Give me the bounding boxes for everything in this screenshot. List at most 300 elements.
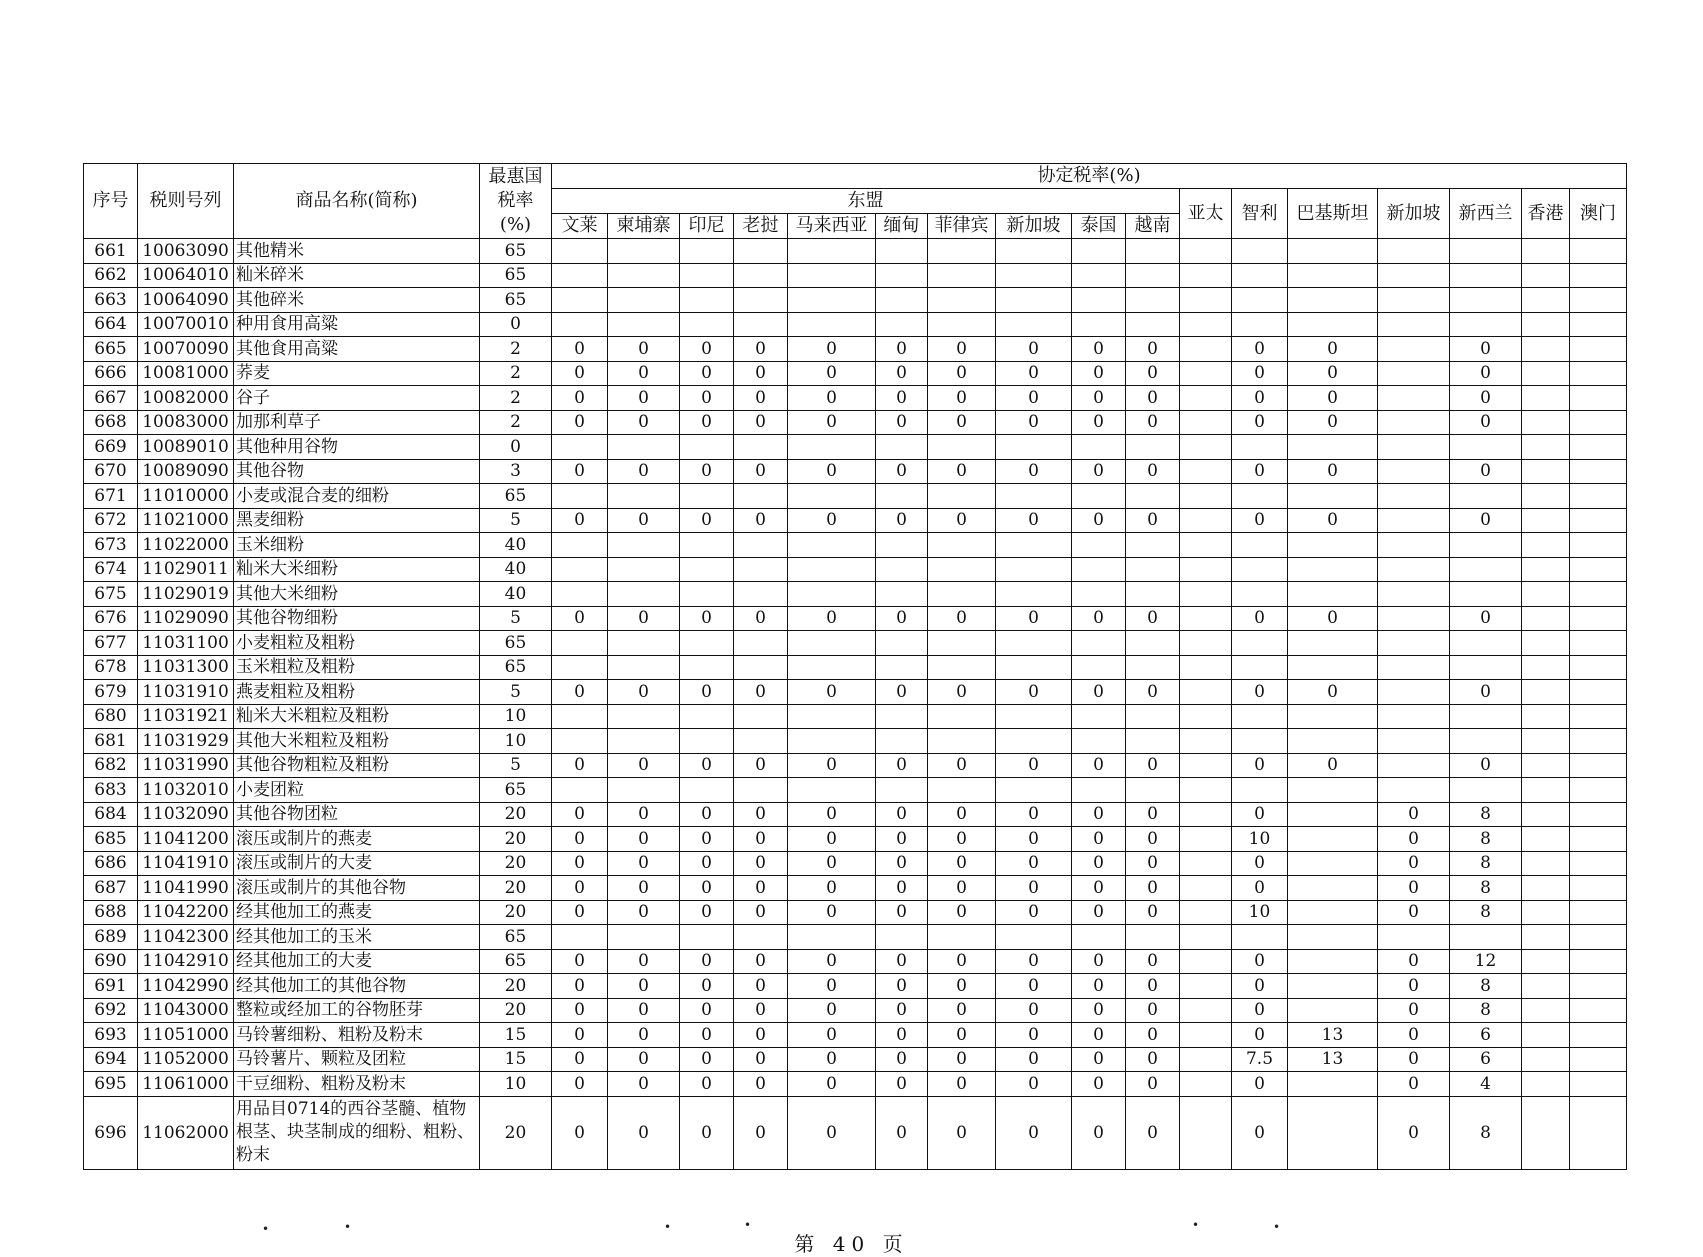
cell-rate xyxy=(734,778,788,803)
cell-rate: 0 xyxy=(876,1023,928,1048)
cell-rate xyxy=(1570,1047,1627,1072)
cell-rate xyxy=(1450,484,1522,509)
cell-rate xyxy=(1288,704,1378,729)
tariff-table-sheet xyxy=(83,163,1626,1170)
cell-rate: 0 xyxy=(1232,459,1288,484)
cell-rate: 0 xyxy=(1126,998,1180,1023)
cell-rate xyxy=(1522,361,1570,386)
cell-name: 其他种用谷物 xyxy=(234,435,480,460)
cell-rate xyxy=(1378,484,1450,509)
cell-rate xyxy=(1288,484,1378,509)
cell-mfn: 10 xyxy=(480,729,552,754)
cell-code: 10089010 xyxy=(138,435,234,460)
cell-rate xyxy=(996,312,1072,337)
cell-rate xyxy=(1522,704,1570,729)
cell-name: 其他碎米 xyxy=(234,288,480,313)
cell-rate xyxy=(1378,582,1450,607)
cell-rate xyxy=(876,484,928,509)
cell-rate xyxy=(876,729,928,754)
cell-rate xyxy=(876,435,928,460)
cell-rate xyxy=(1180,239,1232,264)
cell-rate xyxy=(1522,925,1570,950)
cell-rate xyxy=(1180,851,1232,876)
cell-rate: 0 xyxy=(608,876,680,901)
cell-seq: 666 xyxy=(84,361,138,386)
cell-rate: 0 xyxy=(996,998,1072,1023)
cell-rate xyxy=(788,533,876,558)
cell-rate xyxy=(1522,435,1570,460)
cell-rate: 0 xyxy=(552,1047,608,1072)
cell-rate: 0 xyxy=(1126,1047,1180,1072)
cell-rate xyxy=(1180,557,1232,582)
table-row xyxy=(84,704,1627,729)
cell-rate xyxy=(1126,484,1180,509)
cell-rate xyxy=(680,655,734,680)
cell-rate xyxy=(996,631,1072,656)
cell-rate xyxy=(1180,508,1232,533)
cell-code: 11031300 xyxy=(138,655,234,680)
cell-rate xyxy=(1180,925,1232,950)
table-row xyxy=(84,827,1627,852)
cell-rate: 0 xyxy=(552,851,608,876)
cell-code: 11062000 xyxy=(138,1096,234,1169)
table-row xyxy=(84,484,1627,509)
cell-rate xyxy=(1232,263,1288,288)
cell-rate xyxy=(876,778,928,803)
cell-rate: 0 xyxy=(788,1072,876,1097)
cell-rate: 0 xyxy=(1126,459,1180,484)
cell-rate xyxy=(1072,288,1126,313)
cell-rate xyxy=(1570,484,1627,509)
header-asean-myanmar: 缅甸 xyxy=(876,214,928,239)
cell-rate xyxy=(1126,655,1180,680)
cell-rate: 0 xyxy=(996,949,1072,974)
cell-rate: 13 xyxy=(1288,1023,1378,1048)
table-row xyxy=(84,1072,1627,1097)
table-row xyxy=(84,239,1627,264)
cell-rate: 0 xyxy=(1450,361,1522,386)
cell-rate: 0 xyxy=(928,876,996,901)
cell-rate: 0 xyxy=(1450,680,1522,705)
cell-rate: 0 xyxy=(876,1096,928,1169)
cell-rate: 0 xyxy=(788,1096,876,1169)
cell-name: 经其他加工的玉米 xyxy=(234,925,480,950)
cell-rate: 0 xyxy=(608,459,680,484)
cell-rate: 0 xyxy=(680,827,734,852)
cell-rate xyxy=(996,925,1072,950)
cell-rate xyxy=(1126,582,1180,607)
cell-rate xyxy=(680,557,734,582)
cell-rate: 0 xyxy=(608,508,680,533)
cell-code: 10064090 xyxy=(138,288,234,313)
cell-rate: 0 xyxy=(1232,998,1288,1023)
cell-rate: 8 xyxy=(1450,876,1522,901)
cell-mfn: 65 xyxy=(480,631,552,656)
cell-rate: 0 xyxy=(996,680,1072,705)
cell-rate xyxy=(788,704,876,729)
cell-rate: 0 xyxy=(876,680,928,705)
cell-rate xyxy=(680,778,734,803)
table-row xyxy=(84,1047,1627,1072)
scan-speck: • xyxy=(1273,1220,1281,1234)
header-seq: 序号 xyxy=(84,164,138,239)
cell-rate xyxy=(1570,312,1627,337)
cell-rate xyxy=(1072,582,1126,607)
cell-rate: 0 xyxy=(996,753,1072,778)
cell-rate: 0 xyxy=(1378,949,1450,974)
cell-rate xyxy=(734,435,788,460)
cell-rate: 0 xyxy=(608,1096,680,1169)
cell-rate xyxy=(680,631,734,656)
cell-name: 干豆细粉、粗粉及粉末 xyxy=(234,1072,480,1097)
cell-rate: 0 xyxy=(552,998,608,1023)
cell-rate xyxy=(1126,925,1180,950)
cell-rate: 0 xyxy=(1378,876,1450,901)
cell-rate xyxy=(1126,288,1180,313)
cell-rate: 0 xyxy=(928,1096,996,1169)
cell-mfn: 0 xyxy=(480,312,552,337)
cell-rate xyxy=(1126,533,1180,558)
header-singapore: 新加坡 xyxy=(1378,189,1450,239)
cell-rate xyxy=(734,533,788,558)
cell-code: 10070010 xyxy=(138,312,234,337)
cell-rate xyxy=(734,263,788,288)
cell-rate: 0 xyxy=(1232,361,1288,386)
cell-rate xyxy=(1450,239,1522,264)
cell-seq: 680 xyxy=(84,704,138,729)
cell-code: 11029019 xyxy=(138,582,234,607)
cell-rate: 0 xyxy=(1126,900,1180,925)
cell-rate xyxy=(1570,1072,1627,1097)
cell-rate xyxy=(1126,631,1180,656)
cell-rate: 0 xyxy=(680,753,734,778)
cell-rate xyxy=(1378,925,1450,950)
cell-rate: 0 xyxy=(1378,998,1450,1023)
cell-rate: 0 xyxy=(876,900,928,925)
cell-rate: 0 xyxy=(680,1096,734,1169)
cell-rate xyxy=(1378,753,1450,778)
cell-rate: 0 xyxy=(1288,410,1378,435)
cell-rate xyxy=(996,484,1072,509)
cell-rate: 8 xyxy=(1450,851,1522,876)
cell-rate: 0 xyxy=(608,900,680,925)
cell-rate xyxy=(680,239,734,264)
cell-rate: 0 xyxy=(928,998,996,1023)
table-row xyxy=(84,729,1627,754)
cell-code: 11032090 xyxy=(138,802,234,827)
cell-rate: 0 xyxy=(996,827,1072,852)
cell-rate xyxy=(1522,802,1570,827)
cell-rate: 0 xyxy=(680,876,734,901)
cell-rate: 0 xyxy=(734,361,788,386)
scan-speck: • xyxy=(664,1220,672,1234)
cell-rate: 0 xyxy=(608,802,680,827)
cell-seq: 676 xyxy=(84,606,138,631)
cell-seq: 693 xyxy=(84,1023,138,1048)
cell-rate: 0 xyxy=(552,337,608,362)
cell-rate xyxy=(1522,851,1570,876)
cell-code: 11021000 xyxy=(138,508,234,533)
cell-rate: 0 xyxy=(876,386,928,411)
table-row xyxy=(84,386,1627,411)
cell-rate xyxy=(1126,312,1180,337)
cell-rate xyxy=(1180,876,1232,901)
cell-name: 玉米粗粒及粗粉 xyxy=(234,655,480,680)
cell-rate xyxy=(1180,337,1232,362)
header-asean-indonesia: 印尼 xyxy=(680,214,734,239)
cell-rate: 0 xyxy=(734,753,788,778)
cell-rate xyxy=(1378,337,1450,362)
table-row xyxy=(84,925,1627,950)
cell-rate xyxy=(1570,533,1627,558)
cell-rate xyxy=(1072,557,1126,582)
cell-code: 10063090 xyxy=(138,239,234,264)
cell-rate xyxy=(928,312,996,337)
cell-rate xyxy=(1522,312,1570,337)
cell-rate xyxy=(1180,533,1232,558)
cell-rate xyxy=(1522,729,1570,754)
cell-rate: 0 xyxy=(552,876,608,901)
scan-speck: • xyxy=(344,1220,352,1234)
cell-rate xyxy=(1570,435,1627,460)
table-row xyxy=(84,263,1627,288)
cell-rate xyxy=(1570,288,1627,313)
cell-rate: 0 xyxy=(680,949,734,974)
cell-rate: 8 xyxy=(1450,998,1522,1023)
cell-rate: 0 xyxy=(734,1072,788,1097)
cell-rate xyxy=(552,655,608,680)
cell-rate xyxy=(1378,239,1450,264)
cell-rate xyxy=(1522,998,1570,1023)
cell-code: 11010000 xyxy=(138,484,234,509)
cell-name: 其他谷物团粒 xyxy=(234,802,480,827)
cell-code: 11031990 xyxy=(138,753,234,778)
cell-name: 燕麦粗粒及粗粉 xyxy=(234,680,480,705)
cell-rate: 0 xyxy=(1126,802,1180,827)
cell-code: 10081000 xyxy=(138,361,234,386)
cell-rate xyxy=(1378,410,1450,435)
cell-name: 其他谷物 xyxy=(234,459,480,484)
cell-rate: 0 xyxy=(1126,410,1180,435)
cell-rate: 0 xyxy=(928,974,996,999)
table-header xyxy=(84,164,1627,239)
header-hong-kong: 香港 xyxy=(1522,189,1570,239)
cell-rate: 0 xyxy=(876,410,928,435)
cell-seq: 689 xyxy=(84,925,138,950)
cell-mfn: 3 xyxy=(480,459,552,484)
cell-seq: 664 xyxy=(84,312,138,337)
cell-rate: 6 xyxy=(1450,1023,1522,1048)
table-row xyxy=(84,631,1627,656)
cell-rate: 0 xyxy=(1126,974,1180,999)
cell-name: 玉米细粉 xyxy=(234,533,480,558)
cell-rate xyxy=(1232,533,1288,558)
cell-rate xyxy=(1180,900,1232,925)
cell-rate xyxy=(1232,704,1288,729)
cell-rate xyxy=(1288,949,1378,974)
cell-rate xyxy=(1522,508,1570,533)
cell-rate: 0 xyxy=(996,1023,1072,1048)
cell-rate xyxy=(1072,484,1126,509)
cell-rate: 0 xyxy=(1072,876,1126,901)
cell-rate xyxy=(1570,361,1627,386)
cell-rate xyxy=(1522,533,1570,558)
cell-rate xyxy=(996,239,1072,264)
cell-rate: 0 xyxy=(1378,802,1450,827)
header-asean-singapore: 新加坡 xyxy=(996,214,1072,239)
cell-rate xyxy=(680,312,734,337)
cell-rate xyxy=(1126,239,1180,264)
cell-rate xyxy=(928,557,996,582)
cell-mfn: 2 xyxy=(480,337,552,362)
cell-rate xyxy=(608,557,680,582)
cell-rate: 0 xyxy=(1126,386,1180,411)
cell-rate xyxy=(1180,361,1232,386)
cell-rate xyxy=(1378,729,1450,754)
table-row xyxy=(84,998,1627,1023)
cell-rate xyxy=(788,557,876,582)
cell-code: 11043000 xyxy=(138,998,234,1023)
cell-rate xyxy=(1378,361,1450,386)
cell-rate xyxy=(1232,288,1288,313)
cell-rate: 0 xyxy=(1072,1047,1126,1072)
tariff-table xyxy=(83,163,1627,1170)
cell-rate xyxy=(1570,557,1627,582)
cell-rate: 0 xyxy=(1072,974,1126,999)
cell-rate xyxy=(1180,484,1232,509)
cell-rate: 0 xyxy=(1126,876,1180,901)
cell-rate: 0 xyxy=(928,361,996,386)
cell-seq: 668 xyxy=(84,410,138,435)
cell-rate xyxy=(680,533,734,558)
cell-rate xyxy=(1450,533,1522,558)
cell-rate xyxy=(1180,680,1232,705)
cell-rate: 4 xyxy=(1450,1072,1522,1097)
cell-code: 11029090 xyxy=(138,606,234,631)
cell-rate: 0 xyxy=(680,900,734,925)
cell-rate: 0 xyxy=(1232,851,1288,876)
cell-code: 11029011 xyxy=(138,557,234,582)
cell-code: 11041910 xyxy=(138,851,234,876)
cell-rate xyxy=(734,729,788,754)
cell-rate: 0 xyxy=(1072,1096,1126,1169)
cell-name: 滚压或制片的燕麦 xyxy=(234,827,480,852)
cell-rate: 0 xyxy=(1126,827,1180,852)
cell-rate: 0 xyxy=(680,998,734,1023)
cell-rate xyxy=(1180,1047,1232,1072)
cell-name: 马铃薯片、颗粒及团粒 xyxy=(234,1047,480,1072)
cell-rate: 0 xyxy=(680,361,734,386)
cell-mfn: 65 xyxy=(480,263,552,288)
cell-rate: 0 xyxy=(1378,974,1450,999)
cell-rate: 8 xyxy=(1450,802,1522,827)
cell-seq: 684 xyxy=(84,802,138,827)
cell-rate: 0 xyxy=(552,361,608,386)
cell-rate xyxy=(1570,386,1627,411)
cell-rate xyxy=(1570,729,1627,754)
cell-mfn: 65 xyxy=(480,239,552,264)
cell-rate xyxy=(1522,655,1570,680)
cell-rate: 0 xyxy=(788,753,876,778)
cell-rate: 0 xyxy=(996,459,1072,484)
cell-name: 种用食用高粱 xyxy=(234,312,480,337)
cell-rate xyxy=(876,312,928,337)
table-row xyxy=(84,949,1627,974)
cell-rate: 0 xyxy=(1126,508,1180,533)
cell-rate: 0 xyxy=(1450,508,1522,533)
cell-name: 其他谷物细粉 xyxy=(234,606,480,631)
cell-rate: 0 xyxy=(1288,361,1378,386)
table-row xyxy=(84,508,1627,533)
cell-rate: 0 xyxy=(1378,1096,1450,1169)
table-row xyxy=(84,606,1627,631)
cell-rate: 0 xyxy=(1126,753,1180,778)
cell-code: 11042200 xyxy=(138,900,234,925)
cell-rate xyxy=(876,239,928,264)
cell-rate xyxy=(996,704,1072,729)
cell-code: 11022000 xyxy=(138,533,234,558)
cell-rate xyxy=(1180,753,1232,778)
cell-rate: 0 xyxy=(876,337,928,362)
cell-rate xyxy=(1072,631,1126,656)
cell-rate: 0 xyxy=(734,876,788,901)
cell-rate: 0 xyxy=(928,337,996,362)
cell-rate xyxy=(1522,484,1570,509)
cell-rate xyxy=(1522,288,1570,313)
cell-rate: 0 xyxy=(608,606,680,631)
cell-rate xyxy=(1378,533,1450,558)
cell-rate xyxy=(1288,631,1378,656)
cell-rate: 0 xyxy=(1232,410,1288,435)
header-asean-brunei: 文莱 xyxy=(552,214,608,239)
cell-mfn: 20 xyxy=(480,900,552,925)
cell-rate: 0 xyxy=(928,851,996,876)
cell-rate xyxy=(1288,900,1378,925)
cell-seq: 691 xyxy=(84,974,138,999)
cell-rate xyxy=(552,533,608,558)
cell-mfn: 65 xyxy=(480,288,552,313)
cell-rate: 0 xyxy=(608,851,680,876)
cell-rate xyxy=(1288,435,1378,460)
cell-rate xyxy=(734,288,788,313)
cell-rate xyxy=(734,557,788,582)
cell-rate: 0 xyxy=(1126,949,1180,974)
cell-rate: 0 xyxy=(1072,900,1126,925)
cell-rate: 0 xyxy=(788,1047,876,1072)
cell-rate: 0 xyxy=(734,998,788,1023)
cell-code: 10082000 xyxy=(138,386,234,411)
cell-rate: 0 xyxy=(1288,386,1378,411)
cell-name: 其他食用高粱 xyxy=(234,337,480,362)
cell-rate xyxy=(608,288,680,313)
cell-rate: 6 xyxy=(1450,1047,1522,1072)
cell-rate xyxy=(1232,631,1288,656)
cell-rate xyxy=(1288,802,1378,827)
cell-rate xyxy=(996,557,1072,582)
cell-rate: 0 xyxy=(552,1023,608,1048)
cell-rate xyxy=(1522,827,1570,852)
cell-rate xyxy=(1378,778,1450,803)
cell-seq: 682 xyxy=(84,753,138,778)
cell-rate xyxy=(996,435,1072,460)
cell-rate xyxy=(1288,288,1378,313)
cell-rate xyxy=(608,533,680,558)
cell-rate xyxy=(608,778,680,803)
cell-rate xyxy=(1522,778,1570,803)
cell-rate: 0 xyxy=(928,1047,996,1072)
cell-rate: 0 xyxy=(996,508,1072,533)
cell-name: 荞麦 xyxy=(234,361,480,386)
